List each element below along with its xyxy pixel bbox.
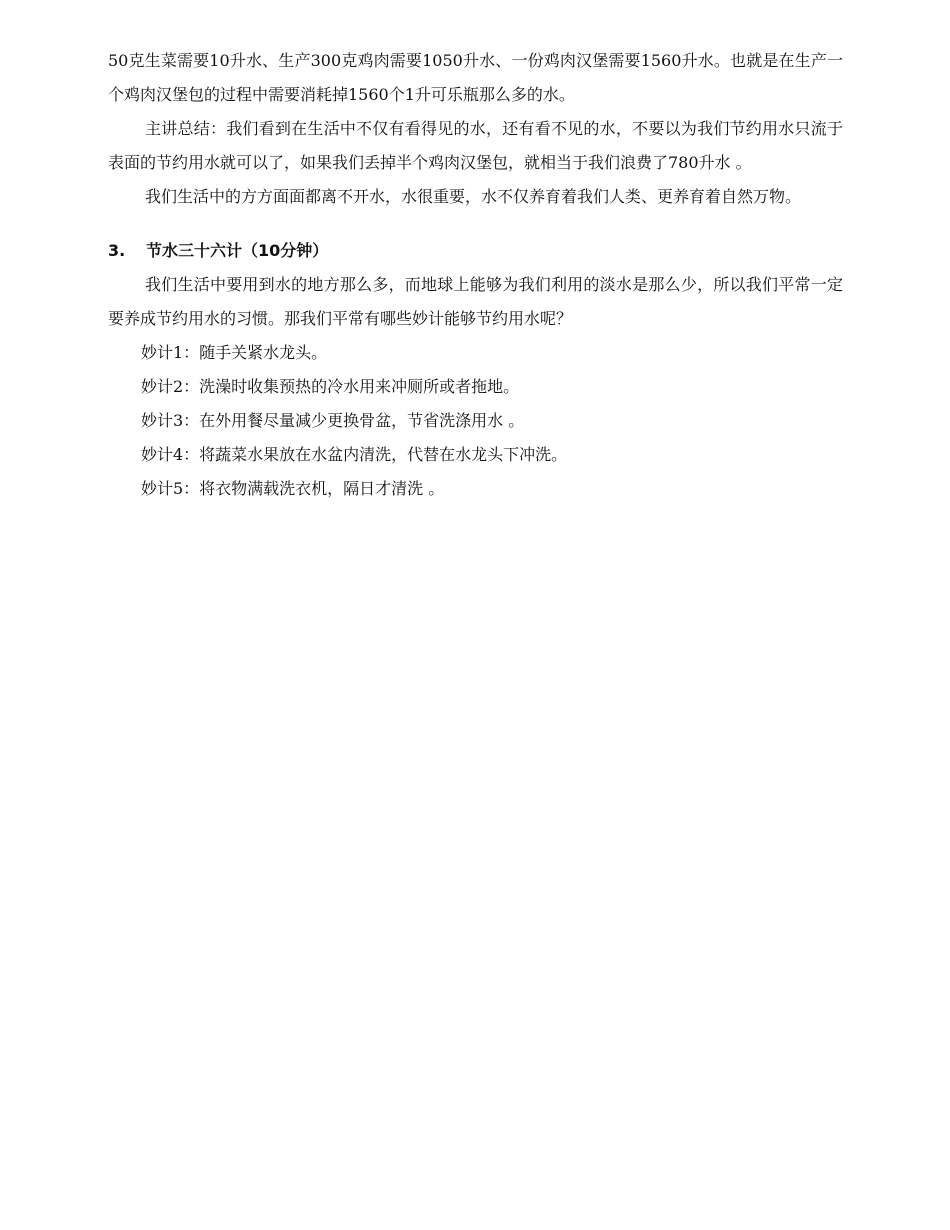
paragraph-summary: 主讲总结：我们看到在生活中不仅有看得见的水，还有看不见的水，不要以为我们节约用水只流于表面的节约用水就可以了，如果我们丢掉半个鸡肉汉堡包，就相当于我们浪费了780升水 。: [108, 119, 843, 172]
document-page: [108, 44, 843, 506]
paragraph-water-importance: 我们生活中的方方面面都离不开水，水很重要，水不仅养育着我们人类、更养育着自然万物。: [145, 187, 802, 206]
tip-item: 妙计5：将衣物满载洗衣机，隔日才清洗 。: [141, 479, 445, 498]
tip-item: 妙计2：洗澡时收集预热的冷水用来冲厕所或者拖地。: [141, 377, 520, 396]
tip-item: 妙计4：将蔬菜水果放在水盆内清洗，代替在水龙头下冲洗。: [141, 445, 568, 464]
section-intro: 我们生活中要用到水的地方那么多，而地球上能够为我们利用的淡水是那么少，所以我们平常一定要养成节约用水的习惯。那我们平常有哪些妙计能够节约用水呢？: [108, 275, 843, 328]
tip-item: 妙计3：在外用餐尽量减少更换骨盆，节省洗涤用水 。: [141, 411, 525, 430]
section-number: 3.: [108, 241, 126, 260]
section-title: 节水三十六计（10分钟）: [146, 241, 329, 260]
section-heading: [108, 234, 843, 268]
paragraph-water-footprint: 50克生菜需要10升水、生产300克鸡肉需要1050升水、一份鸡肉汉堡需要1560升水。也就是在生产一个鸡肉汉堡包的过程中需要消耗掉1560个1升可乐瓶那么多的水。: [108, 51, 843, 104]
tip-item: 妙计1：随手关紧水龙头。: [141, 343, 328, 362]
section-gap: [108, 214, 843, 234]
